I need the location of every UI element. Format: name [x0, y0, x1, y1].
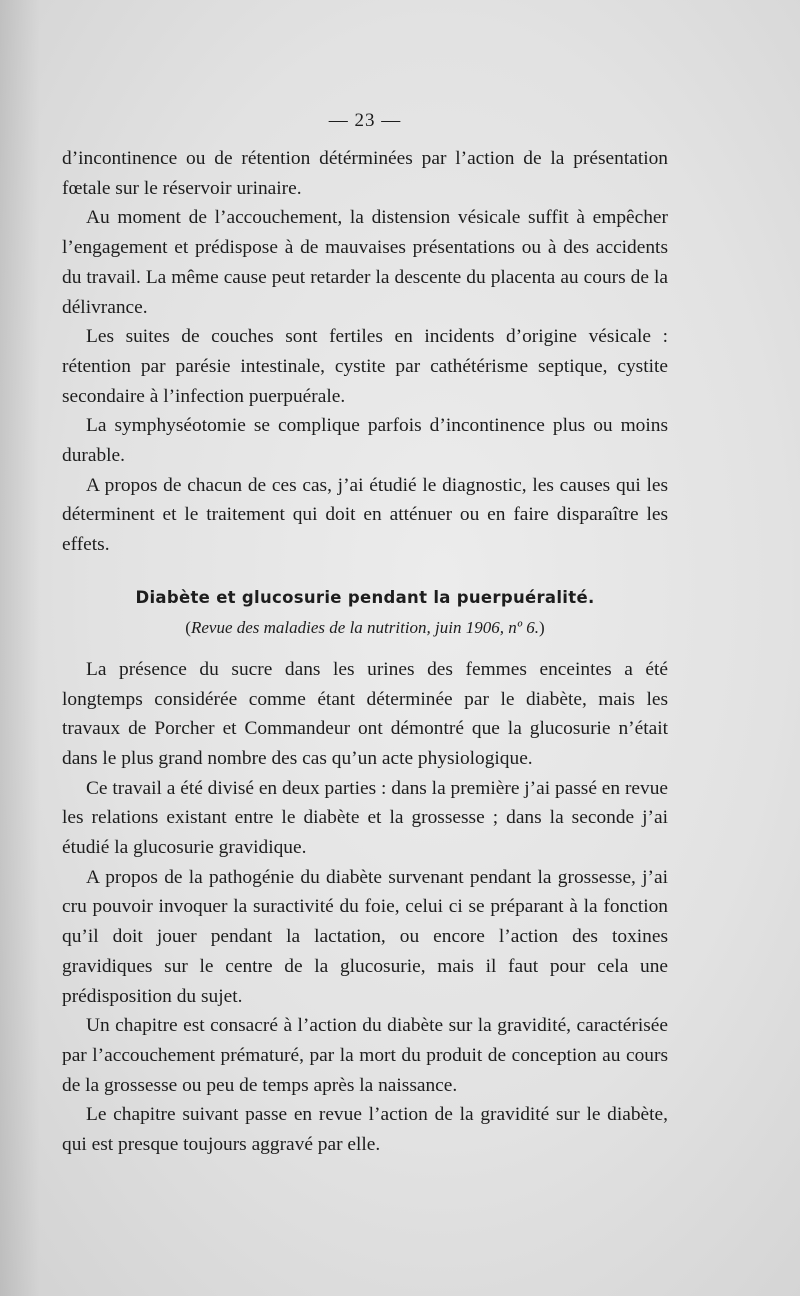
section-citation — [62, 613, 668, 643]
citation-text: Revue des maladies de la nutrition, juin 1906, nº 6. — [190, 617, 540, 637]
paragraph-chapitre-suivant: Le chapitre suivant passe en revue l’action de la gravidité sur le diabète, qui est presque toujours aggravé par elle. — [62, 1104, 668, 1156]
page-number: — 23 — — [328, 110, 402, 131]
paragraph-deux-parties: Ce travail a été divisé en deux parties : dans la première j’ai passé en revue les relations existant entre le diabète et la grossesse ; dans la seconde j’ai étudié la glucosurie gravidique. — [62, 777, 669, 859]
citation-close-paren: ) — [539, 617, 545, 637]
paragraph-continued: d’incontinence ou de rétention détérminées par l’action de la présentation fœtale sur le réservoir urinaire. — [62, 148, 668, 199]
paragraph-pathogenie: A propos de la pathogénie du diabète survenant pendant la grossesse, j’ai cru pouvoir invoquer la suractivité du foie, celui ci se préparant à la fonction qu’il doit jouer pendant la lactation, ou encore l’action des toxines gravidiques sur le centre de la glucosurie, mais il faut pour cela une prédisposition du sujet. — [62, 866, 668, 1007]
paragraph-symphyseotomie: La symphyséotomie se complique parfois d’incontinence plus ou moins durable. — [62, 415, 668, 467]
paragraph-chapitre-gravidite: Un chapitre est consacré à l’action du diabète sur la gravidité, caractérisée par l’accouchement prématuré, par la mort du produit de conception au cours de la grossesse ou peu de temps après la naissance. — [62, 1015, 668, 1096]
paragraph-accouchement: Au moment de l’accouchement, la distension vésicale suffit à empêcher l’engagement et prédispose à de mauvaises présentations ou à des accidents du travail. La même cause peut retarder la descente du placenta au cours de la délivrance. — [62, 207, 668, 318]
paragraph-presence-du-sucre: La présence du sucre dans les urines des femmes enceintes a été longtemps considérée comme étant déterminée par le diabète, mais les travaux de Porcher et Commandeur ont démontré que la glucosurie n’était dans le plus grand nombre des cas qu’un acte physiologique. — [62, 658, 668, 769]
paragraph-suites-de-couches: Les suites de couches sont fertiles en incidents d’origine vésicale : rétention par parésie intestinale, cystite par cathétérisme septique, cystite secondaire à l’infection puerpuérale. — [62, 326, 668, 407]
citation-open-paren: ( — [185, 617, 191, 637]
paragraph-diagnostic: A propos de chacun de ces cas, j’ai étudié le diagnostic, les causes qui les déterminent et le traitement qui doit en atténuer ou en faire disparaître les effets. — [62, 474, 668, 556]
section-title: Diabète et glucosurie pendant la puerpuéralité. — [135, 587, 595, 607]
page-content — [62, 110, 668, 1160]
